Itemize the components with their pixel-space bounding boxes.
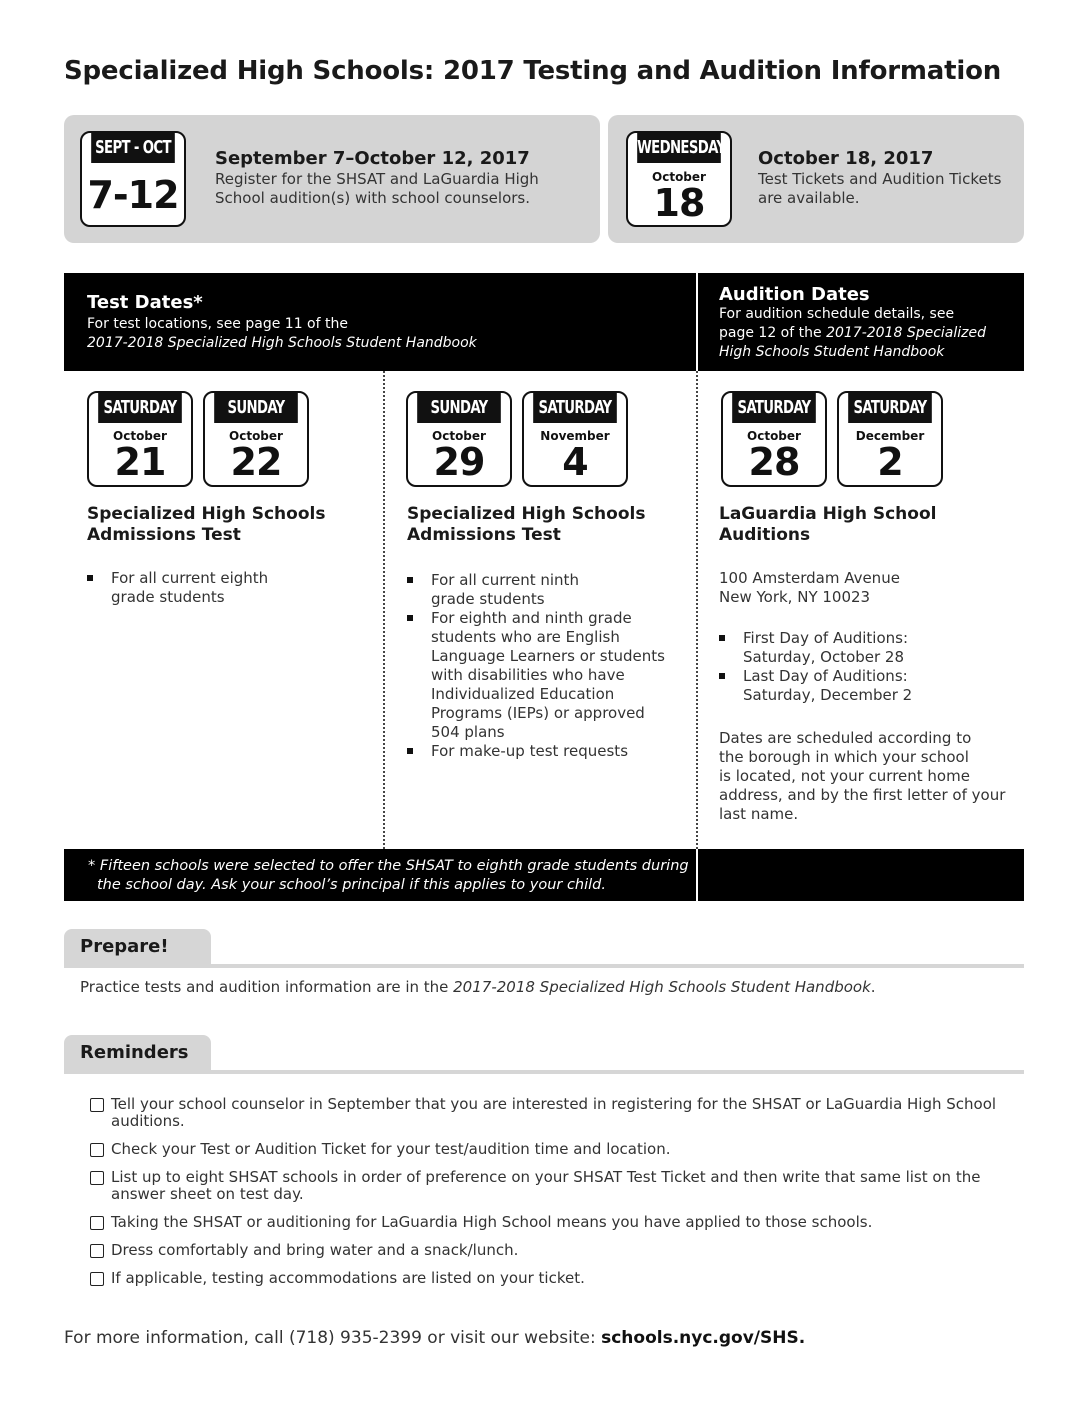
calendar-day-label: WEDNESDAY (637, 133, 721, 163)
prepare-tab: Prepare! (64, 929, 211, 967)
reminders-list (90, 1096, 1010, 1298)
list-item (407, 571, 687, 609)
address-line1: 100 Amsterdam Avenue (719, 569, 900, 587)
note-line: is located, not your current home (719, 767, 970, 785)
tickets-banner (608, 115, 1024, 243)
audition-address (719, 569, 900, 607)
calendar-month: October (652, 170, 706, 184)
test-dates-heading: Test Dates* (87, 292, 203, 313)
test-dates-text-line2: 2017-2018 Specialized High Schools Student Handbook (87, 335, 477, 351)
audition-dates-text-line1: For audition schedule details, see (719, 306, 955, 322)
list-item (90, 1242, 1010, 1259)
reminder-line: Tell your school counselor in September that you are interested in registering for the SHSAT or LaGuardia High School (111, 1095, 997, 1113)
audition-dates-text-line2b: 2017-2018 Specialized (826, 325, 987, 341)
checkbox-icon[interactable] (90, 1143, 104, 1157)
footnote-box-right (698, 849, 1024, 901)
list-item-line: For all current ninth (431, 571, 579, 589)
calendar-number: 29 (433, 440, 485, 484)
list-item-line: grade students (431, 590, 545, 608)
footnote-box (64, 849, 696, 901)
list-item-line: Programs (IEPs) or approved (431, 704, 645, 722)
list-item-line: For all current eighth (111, 569, 269, 587)
list-item-line: Saturday, December 2 (743, 686, 913, 704)
contact-info (64, 1328, 805, 1348)
website-link[interactable]: schools.nyc.gov/SHS. (601, 1328, 806, 1348)
note-line: address, and by the first letter of your (719, 786, 1006, 804)
col2-heading-line2: Admissions Test (407, 525, 561, 545)
list-item-line: For make-up test requests (431, 742, 629, 760)
reminder-line: If applicable, testing accommodations are listed on your ticket. (111, 1269, 585, 1287)
calendar-month: October (747, 429, 801, 443)
list-item-line: with disabilities who have (431, 666, 625, 684)
audition-dates-heading: Audition Dates (719, 284, 870, 305)
audition-dates-text-line3: High Schools Student Handbook (719, 344, 945, 360)
calendar-month: November (540, 429, 610, 443)
calendar-icon-oct-29 (406, 391, 512, 487)
col2-heading-line1: Specialized High Schools (407, 504, 646, 524)
list-item-line: First Day of Auditions: (743, 629, 909, 647)
calendar-month: October (113, 429, 167, 443)
reminder-line: List up to eight SHSAT schools in order of preference on your SHSAT Test Ticket and then write that same list on the (111, 1168, 981, 1186)
calendar-day-label: SEPT - OCT (91, 133, 175, 163)
reminders-divider (64, 1070, 1024, 1074)
calendar-number: 22 (230, 440, 282, 484)
calendar-day-label: SUNDAY (417, 393, 501, 423)
column-divider (696, 371, 698, 849)
calendar-icon-sept-oct (80, 131, 186, 227)
col3-heading-line2: Auditions (719, 525, 811, 545)
calendar-month: October (432, 429, 486, 443)
header-divider (696, 273, 698, 371)
reminder-line: Check your Test or Audition Ticket for your test/audition time and location. (111, 1140, 671, 1158)
registration-text-line2: School audition(s) with school counselors. (215, 189, 530, 207)
calendar-icon-oct-21 (87, 391, 193, 487)
calendar-number: 7-12 (87, 173, 179, 217)
col3-list (719, 629, 1009, 705)
list-item-line: Individualized Education (431, 685, 615, 703)
calendar-icon-dec-2 (837, 391, 943, 487)
col1-heading-line2: Admissions Test (87, 525, 241, 545)
audition-dates-text-line2 (719, 324, 986, 343)
prepare-text-a: Practice tests and audition information are in the (80, 978, 454, 996)
col1-heading (87, 504, 325, 546)
calendar-number: 18 (653, 181, 705, 225)
col1-list (87, 569, 367, 607)
list-item (719, 629, 1009, 667)
calendar-number: 4 (562, 440, 588, 484)
audition-note (719, 729, 1019, 824)
col2-list (407, 571, 687, 761)
calendar-icon-wednesday (626, 131, 732, 227)
prepare-handbook-title: 2017-2018 Specialized High Schools Student Handbook (453, 978, 871, 996)
calendar-day-label: SATURDAY (98, 393, 182, 423)
checkbox-icon[interactable] (90, 1098, 104, 1112)
tickets-heading: October 18, 2017 (758, 148, 934, 169)
page-title: Specialized High Schools: 2017 Testing and Audition Information (64, 56, 1002, 86)
list-item (719, 667, 1009, 705)
calendar-day-label: SATURDAY (732, 393, 816, 423)
prepare-divider (64, 964, 1024, 968)
registration-heading: September 7–October 12, 2017 (215, 148, 530, 169)
list-item (90, 1169, 1010, 1203)
list-item (90, 1214, 1010, 1231)
column-divider (383, 371, 385, 849)
note-line: last name. (719, 805, 799, 823)
calendar-icon-oct-28 (721, 391, 827, 487)
calendar-day-label: SATURDAY (848, 393, 932, 423)
list-item (90, 1270, 1010, 1287)
calendar-day-label: SATURDAY (533, 393, 617, 423)
tickets-text (758, 170, 1001, 208)
list-item-line: Last Day of Auditions: (743, 667, 908, 685)
registration-text (215, 170, 539, 208)
audition-dates-text (719, 305, 986, 362)
reminder-line: answer sheet on test day. (111, 1185, 304, 1203)
calendar-icon-nov-4 (522, 391, 628, 487)
footnote-line2: the school day. Ask your school’s principal if this applies to your child. (97, 877, 606, 893)
footnote-line1: * Fifteen schools were selected to offer the SHSAT to eighth grade students during (88, 858, 689, 874)
prepare-text-c: . (870, 978, 876, 996)
calendar-number: 21 (114, 440, 166, 484)
checkbox-icon[interactable] (90, 1272, 104, 1286)
col3-heading (719, 504, 936, 546)
col1-heading-line1: Specialized High Schools (87, 504, 326, 524)
list-item-line: students who are English (431, 628, 620, 646)
checkbox-icon[interactable] (90, 1216, 104, 1230)
registration-banner (64, 115, 600, 243)
test-dates-text-line1: For test locations, see page 11 of the (87, 316, 348, 332)
calendar-number: 28 (748, 440, 800, 484)
reminders-tab: Reminders (64, 1035, 211, 1073)
list-item-line: Language Learners or students (431, 647, 665, 665)
note-line: Dates are scheduled according to (719, 729, 972, 747)
list-item (407, 609, 687, 742)
list-item (90, 1096, 1010, 1130)
audition-dates-text-line2a: page 12 of the (719, 325, 827, 341)
list-item (87, 569, 367, 607)
contact-text: For more information, call (718) 935-2399 or visit our website: (64, 1328, 602, 1348)
list-item-line: Saturday, October 28 (743, 648, 905, 666)
tickets-text-line1: Test Tickets and Audition Tickets (758, 170, 1002, 188)
reminder-line: auditions. (111, 1112, 185, 1130)
col3-heading-line1: LaGuardia High School (719, 504, 937, 524)
tickets-text-line2: are available. (758, 189, 860, 207)
reminder-line: Taking the SHSAT or auditioning for LaGuardia High School means you have applied to those schools. (111, 1213, 873, 1231)
registration-text-line1: Register for the SHSAT and LaGuardia High (215, 170, 539, 188)
list-item-line: For eighth and ninth grade (431, 609, 632, 627)
list-item-line: 504 plans (431, 723, 505, 741)
checkbox-icon[interactable] (90, 1171, 104, 1185)
calendar-day-label: SUNDAY (214, 393, 298, 423)
note-line: the borough in which your school (719, 748, 969, 766)
reminder-line: Dress comfortably and bring water and a snack/lunch. (111, 1241, 519, 1259)
list-item (407, 742, 687, 761)
list-item (90, 1141, 1010, 1158)
calendar-month: October (229, 429, 283, 443)
calendar-month: December (855, 429, 925, 443)
prepare-text (80, 978, 876, 996)
test-dates-text (87, 315, 477, 353)
calendar-number: 2 (877, 440, 903, 484)
calendar-icon-oct-22 (203, 391, 309, 487)
address-line2: New York, NY 10023 (719, 588, 871, 606)
col2-heading (407, 504, 645, 546)
list-item-line: grade students (111, 588, 225, 606)
checkbox-icon[interactable] (90, 1244, 104, 1258)
